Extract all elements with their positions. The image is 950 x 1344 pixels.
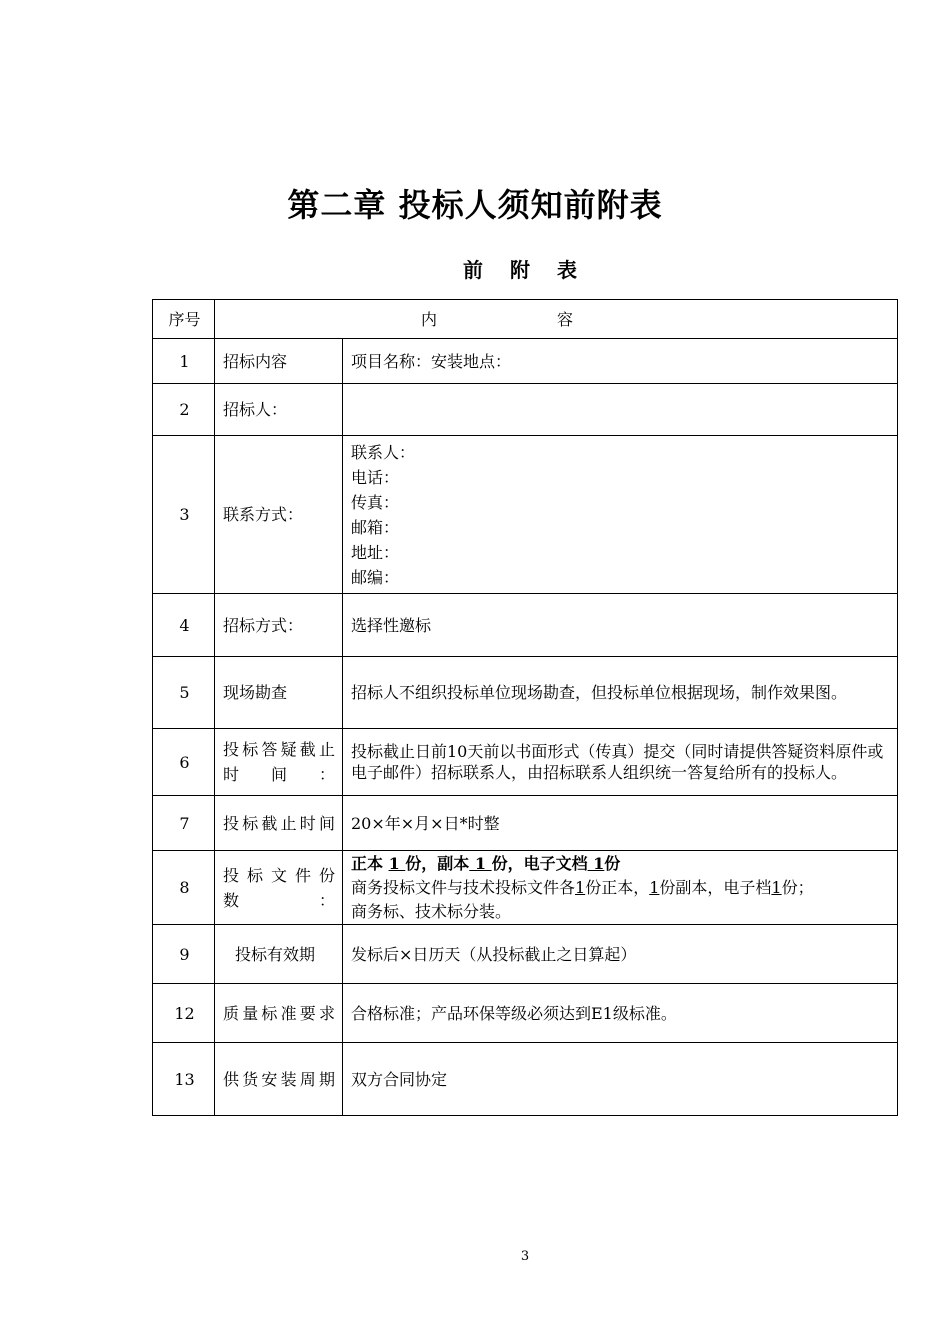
row-no: 5 [153, 657, 215, 729]
row-no: 13 [153, 1043, 215, 1116]
table-row [153, 1043, 898, 1116]
row-content [343, 851, 898, 925]
row-label: 招标方式： [215, 594, 343, 657]
table-row [153, 925, 898, 984]
row-label: 现场勘查 [215, 657, 343, 729]
row-no: 6 [153, 729, 215, 796]
appendix-table [152, 299, 898, 1116]
row-no: 4 [153, 594, 215, 657]
row-label: 投标答疑截止时间： [215, 729, 343, 796]
contact-address: 地址： [351, 542, 400, 562]
row-label: 招标内容 [215, 339, 343, 384]
row-no: 2 [153, 384, 215, 436]
page-number: 3 [520, 1249, 530, 1264]
table-row [153, 796, 898, 851]
contact-postcode: 邮编： [351, 567, 400, 587]
row-content [343, 436, 898, 594]
copies-detail-line: 商务投标文件与技术投标文件各1份正本，1份副本，电子档1份； [351, 877, 814, 897]
table-row [153, 594, 898, 657]
page-title: 第二章 投标人须知前附表 [287, 186, 663, 224]
table-title: 前 附 表 [463, 258, 587, 282]
row-no: 1 [153, 339, 215, 384]
row-label: 投标截止时间 [215, 796, 343, 851]
header-content: 内容 [215, 300, 898, 339]
row-no: 12 [153, 984, 215, 1043]
row-content [343, 384, 898, 436]
table-row [153, 384, 898, 436]
table-row [153, 984, 898, 1043]
row-no: 8 [153, 851, 215, 925]
contact-person: 联系人： [351, 442, 416, 462]
table-row [153, 436, 898, 594]
header-no: 序号 [153, 300, 215, 339]
table-row [153, 851, 898, 925]
row-content: 选择性邀标 [343, 594, 898, 657]
row-content: 20×年×月×日*时整 [343, 796, 898, 851]
contact-email: 邮箱： [351, 517, 400, 537]
row-content: 投标截止日前10天前以书面形式（传真）提交（同时请提供答疑资料原件或电子邮件）招标联系人，由招标联系人组织统一答复给所有的投标人。 [343, 729, 898, 796]
contact-phone: 电话： [351, 467, 400, 487]
row-no: 7 [153, 796, 215, 851]
row-content: 招标人不组织投标单位现场勘查，但投标单位根据现场，制作效果图。 [343, 657, 898, 729]
row-content: 发标后×日历天（从投标截止之日算起） [343, 925, 898, 984]
contact-fax: 传真： [351, 492, 400, 512]
row-label: 招标人： [215, 384, 343, 436]
row-label: 投标文件份数： [215, 851, 343, 925]
table-row [153, 657, 898, 729]
table-row [153, 729, 898, 796]
row-no: 3 [153, 436, 215, 594]
row-label: 投标有效期 [215, 925, 343, 984]
copies-packaging-line: 商务标、技术标分装。 [351, 901, 512, 921]
row-no: 9 [153, 925, 215, 984]
row-content: 双方合同协定 [343, 1043, 898, 1116]
table-row [153, 339, 898, 384]
row-content: 合格标准；产品环保等级必须达到E1级标准。 [343, 984, 898, 1043]
row-label: 质量标准要求 [215, 984, 343, 1043]
row-label: 联系方式： [215, 436, 343, 594]
row-label: 供货安装周期 [215, 1043, 343, 1116]
copies-bold-line: 正本 1 份，副本 1 份，电子文档 1份 [351, 853, 621, 873]
row-content: 项目名称：安装地点： [343, 339, 898, 384]
table-header-row [153, 300, 898, 339]
